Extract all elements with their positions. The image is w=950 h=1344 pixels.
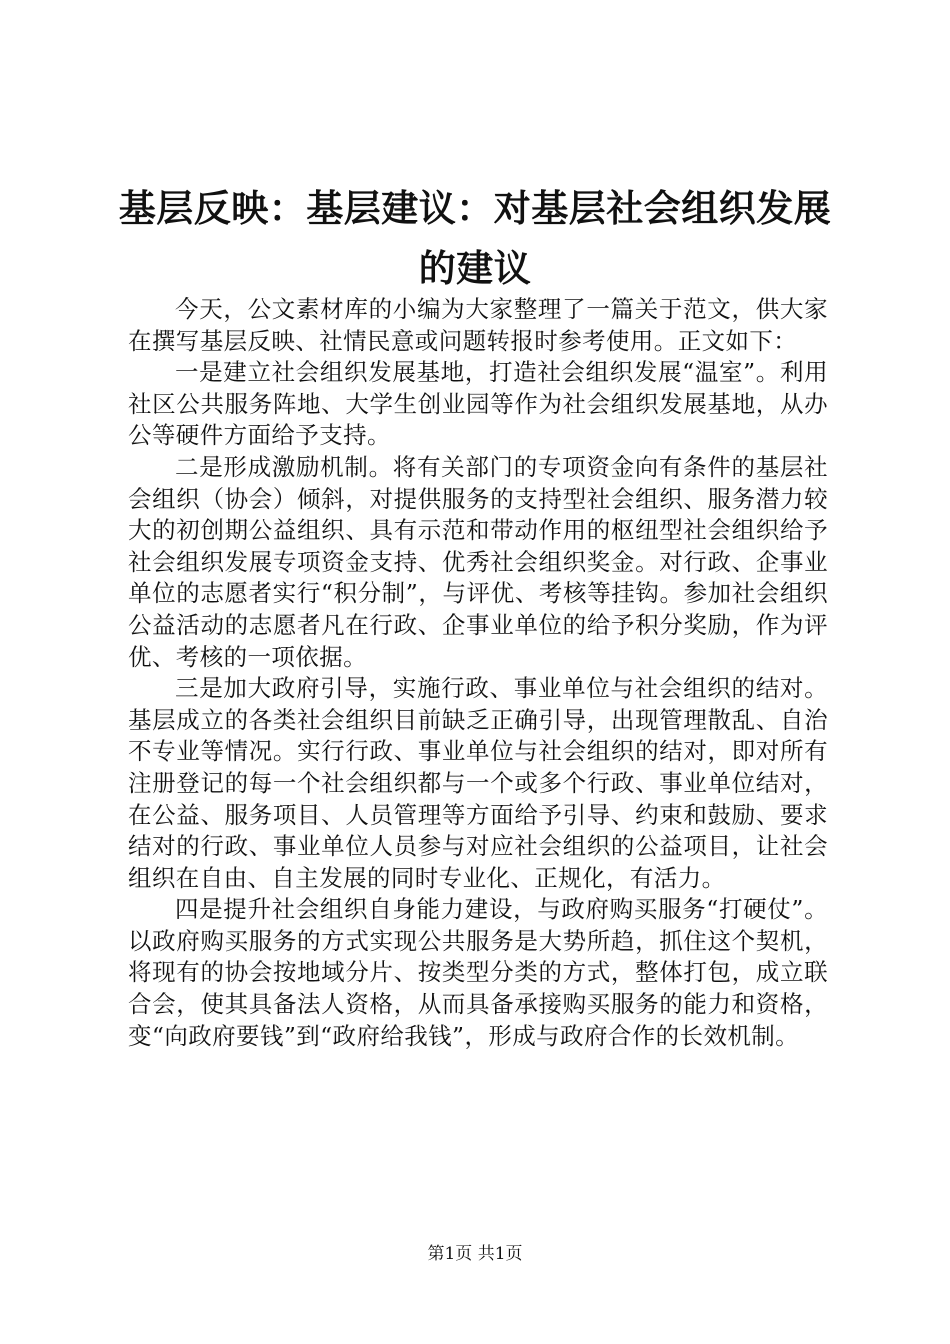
paragraph-point-2: 二是形成激励机制。将有关部门的专项资金向有条件的基层社会组织（协会）倾斜，对提供服务的支持型社会组织、服务潜力较大的初创期公益组织、具有示范和带动作用的枢纽型社会组织给予社会组织发展专项资金支持、优秀社会组织奖金。对行政、企事业单位的志愿者实行“积分制”，与评优、考核等挂钩。参加社会组织公益活动的志愿者凡在行政、企事业单位的给予积分奖励，作为评优、考核的一项依据。	[128, 452, 828, 671]
paragraph-point-3: 三是加大政府引导，实施行政、事业单位与社会组织的结对。基层成立的各类社会组织目前缺乏正确引导，出现管理散乱、自治不专业等情况。实行行政、事业单位与社会组织的结对，即对所有注册登记的每一个社会组织都与一个或多个行政、事业单位结对，在公益、服务项目、人员管理等方面给予引导、约束和鼓励、要求结对的行政、事业单位人员参与对应社会组织的公益项目，让社会组织在自由、自主发展的同时专业化、正规化，有活力。	[128, 674, 828, 892]
paragraph-point-4: 四是提升社会组织自身能力建设，与政府购买服务“打硬仗”。以政府购买服务的方式实现公共服务是大势所趋，抓住这个契机，将现有的协会按地域分片、按类型分类的方式，整体打包，成立联合会，使其具备法人资格，从而具备承接购买服务的能力和资格，变“向政府要钱”到“政府给我钱”，形成与政府合作的长效机制。	[128, 895, 828, 1050]
paragraph-intro: 今天，公文素材库的小编为大家整理了一篇关于范文，供大家在撰写基层反映、社情民意或问题转报时参考使用。正文如下：	[128, 295, 828, 355]
document-title: 基层反映：基层建议：对基层社会组织发展的建议	[118, 186, 832, 290]
document-body	[128, 294, 828, 1052]
paragraph-point-1: 一是建立社会组织发展基地，打造社会组织发展“温室”。利用社区公共服务阵地、大学生创业园等作为社会组织发展基地，从办公等硬件方面给予支持。	[128, 358, 828, 450]
page-footer: 第1页 共1页	[427, 1244, 523, 1264]
